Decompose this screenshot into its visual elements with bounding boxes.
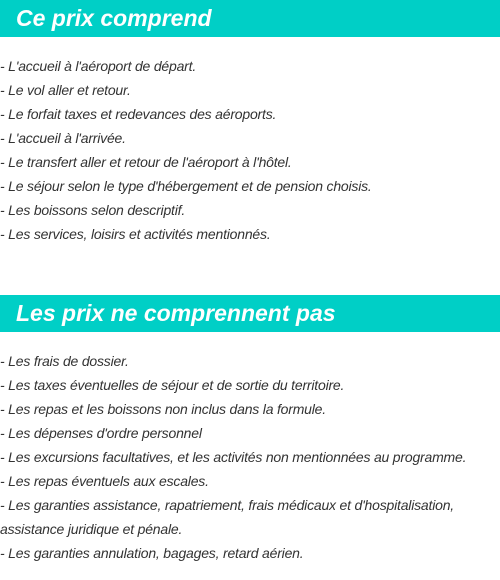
list-item: - Les boissons selon descriptif. (0, 202, 186, 218)
list-item: - Le séjour selon le type d'hébergement et de pension choisis. (0, 178, 372, 194)
list-item: - Les repas éventuels aux escales. (0, 473, 209, 489)
list-item: - L'accueil à l'aéroport de départ. (0, 58, 197, 74)
list-item: - Le forfait taxes et redevances des aéroports. (0, 106, 277, 122)
list-item: - Les frais de dossier. (0, 353, 129, 369)
list-item: - Les garanties assistance, rapatriement, frais médicaux et d'hospitalisation, assistance juridique et pénale. (0, 497, 454, 537)
included-list (0, 54, 500, 246)
list-item: - Les services, loisirs et activités mentionnés. (0, 226, 271, 242)
included-section-title: Ce prix comprend (0, 0, 500, 37)
list-item: - Les garanties annulation, bagages, retard aérien. (0, 545, 304, 561)
list-item: - Le transfert aller et retour de l'aéroport à l'hôtel. (0, 154, 292, 170)
list-item: - Les repas et les boissons non inclus dans la formule. (0, 401, 326, 417)
list-item: - Les taxes éventuelles de séjour et de sortie du territoire. (0, 377, 345, 393)
list-item: - Le vol aller et retour. (0, 82, 131, 98)
excluded-section-title: Les prix ne comprennent pas (0, 295, 500, 332)
list-item: - Les dépenses d'ordre personnel (0, 425, 202, 441)
list-item: - Les excursions facultatives, et les activités non mentionnées au programme. (0, 449, 467, 465)
excluded-list (0, 349, 500, 565)
list-item: - L'accueil à l'arrivée. (0, 130, 126, 146)
